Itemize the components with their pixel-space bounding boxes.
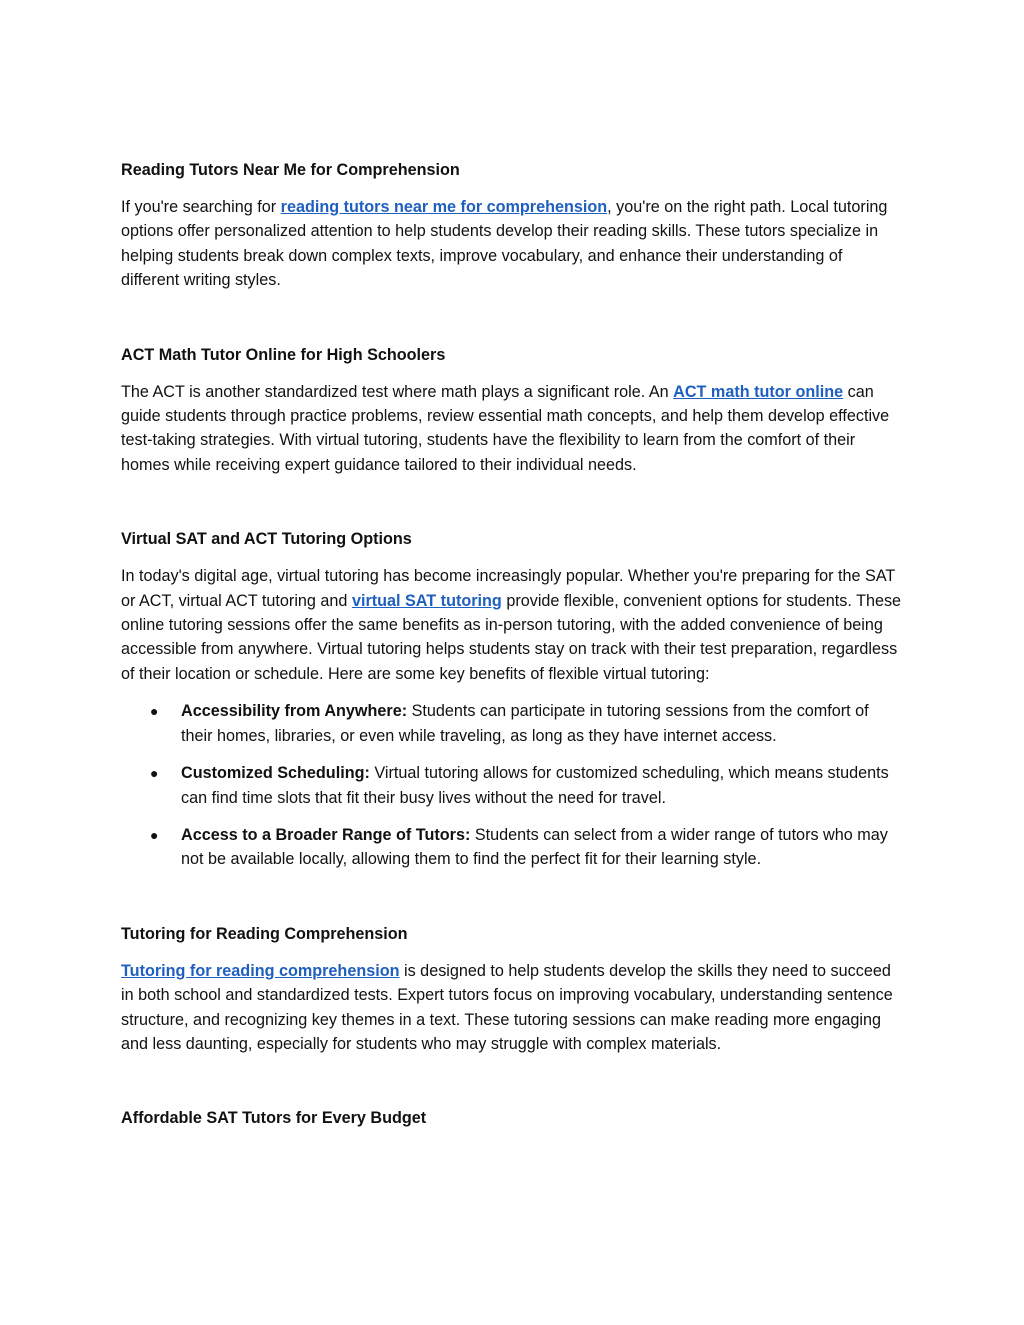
paragraph-text: If you're searching for bbox=[121, 198, 281, 216]
section-reading-comprehension bbox=[121, 922, 903, 1057]
paragraph-text: In today's digital age, virtual tutoring has become increasingly popular. Whether you're preparing for the SAT or ACT, virtual ACT tutoring and bbox=[121, 567, 896, 610]
bullet-icon: ● bbox=[150, 765, 159, 782]
paragraph-text: can guide students through practice problems, review essential math concepts, and help them develop effective test-taking strategies. With virtual tutoring, students have the flexibility to learn from the comfort of their homes while receiving expert guidance tailored to their individual needs. bbox=[121, 382, 890, 474]
section-paragraph bbox=[121, 959, 903, 1057]
tutoring-reading-comprehension-link[interactable]: Tutoring for reading comprehension bbox=[121, 961, 400, 980]
bullet-icon: ● bbox=[150, 703, 159, 720]
section-heading: Virtual SAT and ACT Tutoring Options bbox=[121, 530, 412, 549]
section-paragraph bbox=[121, 380, 903, 478]
section-heading: Tutoring for Reading Comprehension bbox=[121, 924, 408, 943]
reading-tutors-link[interactable]: reading tutors near me for comprehension bbox=[280, 198, 608, 216]
list-item-text: Students can select from a wider range of tutors who may not be available locally, allowing them to find the perfect fit for their learning style. bbox=[181, 825, 888, 869]
paragraph-text: , you're on the right path. Local tutoring options offer personalized attention to help students develop their reading skills. These tutors specialize in helping students break down complex texts, improve vocabulary, and enhance their understanding of different writing styles. bbox=[121, 198, 888, 290]
section-reading-tutors bbox=[121, 158, 903, 293]
list-item-text: Students can participate in tutoring sessions from the comfort of their homes, libraries, or even while traveling, as long as they have internet access. bbox=[181, 702, 869, 745]
section-heading: Affordable SAT Tutors for Every Budget bbox=[121, 1109, 427, 1128]
virtual-sat-tutoring-link[interactable]: virtual SAT tutoring bbox=[351, 591, 502, 610]
paragraph-text: provide flexible, convenient options for students. These online tutoring sessions offer the same benefits as in-person tutoring, with the added convenience of being accessible from anywhere. Virtual tutoring helps students stay on track with their test preparation, regardless of their location or schedule. Here are some key benefits of flexible virtual tutoring: bbox=[121, 591, 902, 683]
section-heading: ACT Math Tutor Online for High Schoolers bbox=[121, 345, 446, 364]
list-item bbox=[150, 823, 903, 872]
list-item bbox=[150, 761, 903, 810]
section-affordable-sat bbox=[121, 1106, 903, 1130]
act-math-tutor-link[interactable]: ACT math tutor online bbox=[673, 382, 844, 401]
section-paragraph bbox=[121, 195, 903, 293]
list-item bbox=[150, 699, 903, 748]
benefits-list bbox=[121, 699, 903, 871]
section-virtual-tutoring bbox=[121, 527, 903, 871]
paragraph-text: is designed to help students develop the skills they need to succeed in both school and standardized tests. Expert tutors focus on improving vocabulary, understanding sentence structure, and recognizing key themes in a text. These tutoring sessions can make reading more engaging and less daunting, especially for students who may struggle with complex materials. bbox=[121, 961, 893, 1053]
document-page bbox=[121, 158, 903, 1180]
list-item-title: Accessibility from Anywhere: bbox=[181, 702, 408, 721]
section-act-math bbox=[121, 343, 903, 478]
section-heading: Reading Tutors Near Me for Comprehension bbox=[121, 161, 460, 179]
paragraph-text: The ACT is another standardized test where math plays a significant role. An bbox=[121, 382, 674, 401]
bullet-icon: ● bbox=[150, 826, 159, 843]
list-item-title: Customized Scheduling: bbox=[181, 764, 370, 783]
list-item-title: Access to a Broader Range of Tutors: bbox=[181, 825, 471, 844]
list-item-text: Virtual tutoring allows for customized scheduling, which means students can find time slots that fit their busy lives without the need for travel. bbox=[181, 764, 889, 807]
section-paragraph bbox=[121, 564, 903, 686]
